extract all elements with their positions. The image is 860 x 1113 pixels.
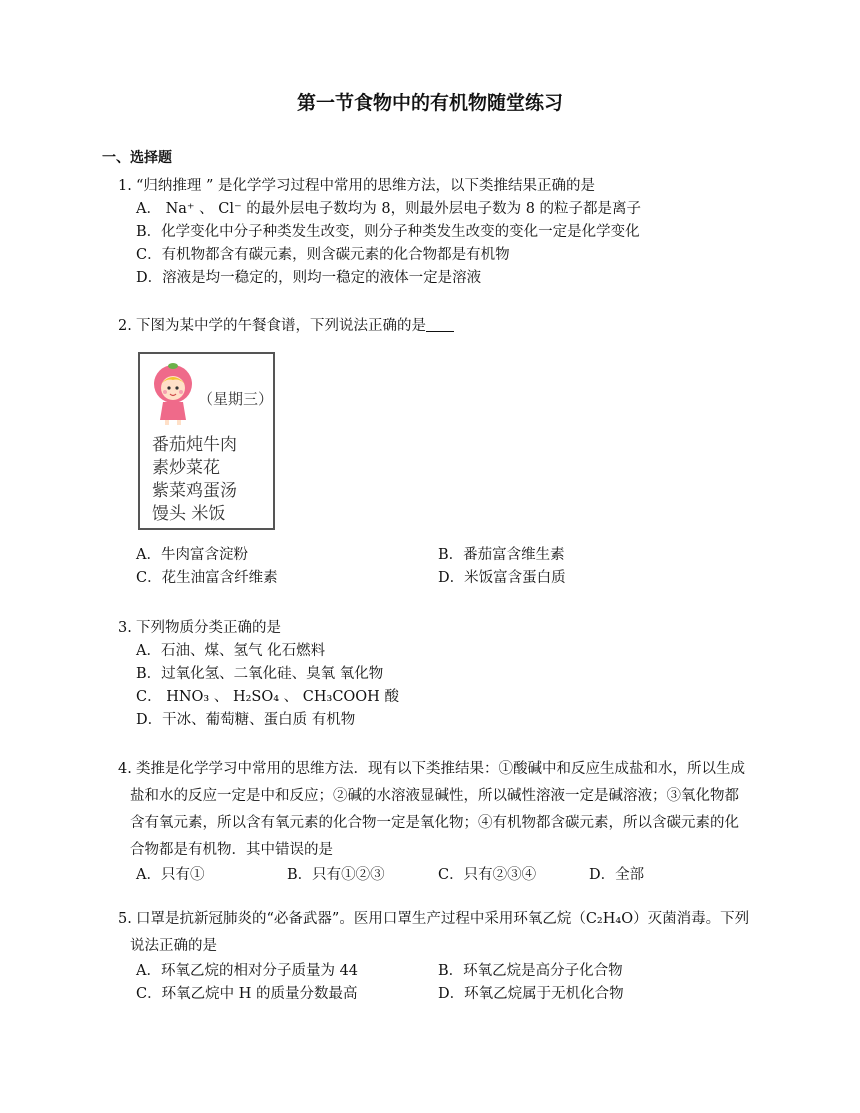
option-c[interactable]: C．只有②③④ — [438, 867, 537, 883]
question-5 — [118, 906, 768, 1006]
menu-item: 紫菜鸡蛋汤 — [152, 481, 237, 501]
option-c[interactable]: C． HNO₃ 、 H₂SO₄ 、 CH₃COOH 酸 — [136, 689, 399, 705]
option-a[interactable]: A． Na⁺ 、 Cl⁻ 的最外层电子数均为 8，则最外层电子数为 8 的粒子都是离子 — [136, 201, 642, 217]
option-d[interactable]: D．干冰、葡萄糖、蛋白质 有机物 — [136, 712, 356, 728]
question-stem-line: 说法正确的是 — [130, 938, 217, 954]
question-2 — [118, 314, 768, 338]
menu-image — [138, 352, 275, 530]
option-d[interactable]: D．溶液是均一稳定的，则均一稳定的液体一定是溶液 — [136, 270, 482, 286]
option-d[interactable]: D．米饭富含蛋白质 — [438, 570, 566, 586]
question-stem: “归纳推理 ” 是化学学习过程中常用的思维方法，以下类推结果正确的是 — [136, 178, 596, 194]
menu-items — [152, 434, 237, 526]
question-stem-line: 口罩是抗新冠肺炎的“必备武器”。医用口罩生产过程中采用环氧乙烷（C₂H₄O）灭菌消毒。下列 — [136, 911, 750, 927]
cartoon-girl-icon — [148, 362, 198, 426]
option-b[interactable]: B．番茄富含维生素 — [438, 547, 565, 563]
menu-day: （星期三） — [198, 390, 274, 408]
question-number: 3. — [118, 620, 132, 636]
question-stem-line: 盐和水的反应一定是中和反应；②碱的水溶液显碱性，所以碱性溶液一定是碱溶液；③氧化物都 — [130, 788, 739, 804]
option-a[interactable]: A．环氧乙烷的相对分子质量为 44 — [136, 963, 359, 979]
option-b[interactable]: B．化学变化中分子种类发生改变，则分子种类发生改变的变化一定是化学变化 — [136, 224, 640, 240]
question-stem-line: 类推是化学学习中常用的思维方法．现有以下类推结果：①酸碱中和反应生成盐和水，所以生成 — [136, 761, 745, 777]
question-2-options — [118, 544, 768, 590]
question-number: 2. — [118, 318, 132, 334]
question-1 — [118, 174, 768, 290]
section-heading: 一、选择题 — [102, 150, 172, 166]
option-b[interactable]: B．过氧化氢、二氧化硅、臭氧 氧化物 — [136, 666, 384, 682]
menu-item: 素炒菜花 — [152, 458, 220, 478]
answer-blank — [426, 317, 454, 332]
question-stem-line: 含有氧元素，所以含有氧元素的化合物一定是氧化物；④有机物都含碳元素，所以含碳元素的化 — [130, 815, 739, 831]
option-c[interactable]: C．有机物都含有碳元素，则含碳元素的化合物都是有机物 — [136, 247, 510, 263]
question-stem: 下图为某中学的午餐食谱，下列说法正确的是 — [136, 318, 426, 334]
option-c[interactable]: C．花生油富含纤维素 — [136, 570, 278, 586]
question-stem: 下列物质分类正确的是 — [136, 620, 281, 636]
option-a[interactable]: A．牛肉富含淀粉 — [136, 547, 248, 563]
question-stem-line: 合物都是有机物．其中错误的是 — [130, 842, 333, 858]
option-b[interactable]: B．环氧乙烷是高分子化合物 — [438, 963, 623, 979]
page-title: 第一节食物中的有机物随堂练习 — [296, 92, 563, 114]
question-number: 1. — [118, 178, 132, 194]
question-number: 4. — [118, 761, 132, 777]
option-a[interactable]: A．只有① — [136, 867, 205, 883]
question-4 — [118, 756, 768, 887]
option-d[interactable]: D．全部 — [589, 867, 645, 883]
question-number: 5. — [118, 911, 132, 927]
option-c[interactable]: C．环氧乙烷中 H 的质量分数最高 — [136, 986, 358, 1002]
menu-item: 馒头 米饭 — [152, 504, 226, 524]
question-3 — [118, 616, 768, 732]
option-d[interactable]: D．环氧乙烷属于无机化合物 — [438, 986, 624, 1002]
option-a[interactable]: A．石油、煤、氢气 化石燃料 — [136, 643, 326, 659]
option-b[interactable]: B．只有①②③ — [287, 867, 385, 883]
menu-item: 番茄炖牛肉 — [152, 435, 237, 455]
